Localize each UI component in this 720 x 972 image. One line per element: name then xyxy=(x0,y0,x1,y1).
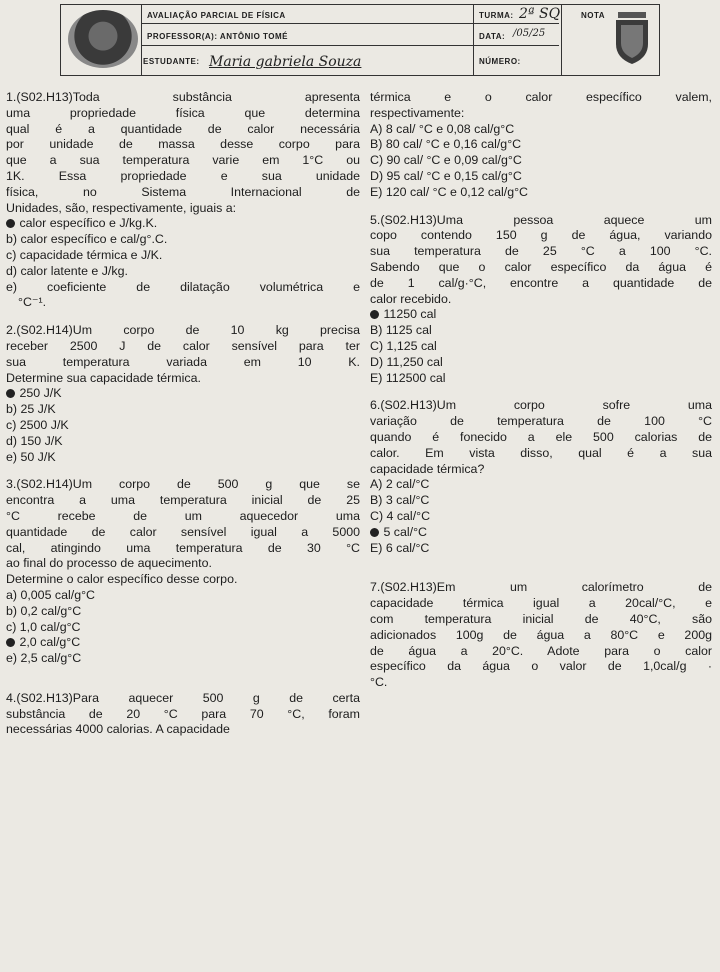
q7-line: específico da água o valor de 1,0cal/g · xyxy=(370,659,712,674)
q7-line: 7.(S02.H13)Em um calorímetro de xyxy=(370,580,712,595)
q7-line: °C. xyxy=(370,675,388,690)
selected-answer-mark xyxy=(6,389,15,398)
q6-line: capacidade térmica? xyxy=(370,461,485,476)
q1-line: uma propriedade física que determina xyxy=(6,105,360,120)
q4-line: necessárias 4000 calorias. A capacidade xyxy=(6,722,230,737)
q3-line: quantidade de calor sensível igual a 5000 xyxy=(6,524,360,539)
q3-option-d[interactable] xyxy=(6,635,360,651)
q2-line: 2.(S02.H14)Um corpo de 10 kg precisa xyxy=(6,323,360,338)
q2-option-c[interactable]: c) 2500 J/K xyxy=(6,417,69,432)
q5-option-d[interactable]: D) 11,250 cal xyxy=(370,354,443,369)
q4-cont-line: térmica e o calor específico valem, xyxy=(370,90,712,104)
student-name: Maria gabriela Souza xyxy=(209,54,362,70)
q5-option-a-text: 11250 cal xyxy=(383,307,437,322)
q5-line: 5.(S02.H13)Uma pessoa aquece um xyxy=(370,212,712,227)
q3-option-c[interactable]: c) 1,0 cal/g°C xyxy=(6,619,81,634)
date-label: DATA: xyxy=(479,32,506,41)
q6-option-d-text: 5 cal/°C xyxy=(383,524,427,539)
q4-line: 4.(S02.H13)Para aquecer 500 g de certa xyxy=(6,690,360,705)
q3-line: 3.(S02.H14)Um corpo de 500 g que se xyxy=(6,477,360,492)
q4-option-a[interactable]: A) 8 cal/ °C e 0,08 cal/g°C xyxy=(370,121,515,136)
q5-line: de 1 cal/g·°C, encontre a quantidade de xyxy=(370,275,712,290)
teacher-label: PROFESSOR(A): ANTÔNIO TOMÉ xyxy=(147,32,288,41)
q5-option-e[interactable]: E) 112500 cal xyxy=(370,370,446,385)
q1-option-d[interactable]: d) calor latente e J/kg. xyxy=(6,263,128,278)
q2-option-d[interactable]: d) 150 J/K xyxy=(6,433,63,448)
q1-option-c[interactable]: c) capacidade térmica e J/K. xyxy=(6,247,163,262)
q1-line: 1K. Essa propriedade e sua unidade xyxy=(6,168,360,183)
q1-line: 1.(S02.H13)Toda substância apresenta xyxy=(6,90,360,104)
q6-option-a[interactable]: A) 2 cal/°C xyxy=(370,477,430,492)
q1-line: que a sua temperatura varie em 1°C ou xyxy=(6,153,360,168)
q3-option-e[interactable]: e) 2,5 cal/g°C xyxy=(6,651,82,666)
q3-line: ao final do processo de aquecimento. xyxy=(6,556,212,571)
q5-option-a[interactable] xyxy=(370,307,712,323)
student-label: ESTUDANTE: xyxy=(143,57,200,66)
q5-option-b[interactable]: B) 1125 cal xyxy=(370,323,432,338)
exam-header xyxy=(60,4,660,76)
q2-option-e[interactable]: e) 50 J/K xyxy=(6,449,56,464)
q5-option-c[interactable]: C) 1,125 cal xyxy=(370,338,437,353)
q4-option-b[interactable]: B) 80 cal/ °C e 0,16 cal/g°C xyxy=(370,137,522,152)
selected-answer-mark xyxy=(6,219,15,228)
school-crest-icon xyxy=(612,10,652,66)
class-value: 2ª SQ xyxy=(519,6,561,22)
q1-option-a[interactable] xyxy=(6,216,360,232)
q1-line: qual é a quantidade de calor necessária xyxy=(6,121,360,136)
q1-line: física, no Sistema Internacional de xyxy=(6,184,360,199)
q6-line: quando é fonecido a ele 500 calorias de xyxy=(370,429,712,444)
q6-line: calor. Em vista disso, qual é a sua xyxy=(370,445,712,460)
grade-label: NOTA xyxy=(581,11,606,20)
q3-option-a[interactable]: a) 0,005 cal/g°C xyxy=(6,587,95,602)
q5-line: calor recebido. xyxy=(370,291,452,306)
q3-option-d-text: 2,0 cal/g°C xyxy=(19,635,81,650)
q5-line: copo contendo 150 g de água, variando xyxy=(370,228,712,243)
q6-option-b[interactable]: B) 3 cal/°C xyxy=(370,493,430,508)
class-label: TURMA: xyxy=(479,11,514,20)
q3-line: °C recebe de um aquecedor uma xyxy=(6,508,360,523)
q2-option-a-text: 250 J/K xyxy=(19,386,62,401)
right-column xyxy=(370,90,712,691)
school-logo xyxy=(68,10,138,68)
q2-line: Determine sua capacidade térmica. xyxy=(6,370,201,385)
q7-line: adicionados 100g de água a 80°C e 200g xyxy=(370,627,712,642)
exam-title: AVALIAÇÃO PARCIAL DE FÍSICA xyxy=(147,11,286,20)
q7-line: de água a 20°C. Adote para o calor xyxy=(370,643,712,658)
q1-line: por unidade de massa desse corpo para xyxy=(6,137,360,152)
q5-line: sua temperatura de 25 °C a 100 °C. xyxy=(370,244,712,259)
q2-option-a[interactable] xyxy=(6,386,360,402)
q6-line: 6.(S02.H13)Um corpo sofre uma xyxy=(370,398,712,413)
q6-option-d[interactable] xyxy=(370,525,712,541)
q1-option-e[interactable]: e) coeficiente de dilatação volumétrica e xyxy=(6,279,360,294)
q4-option-d[interactable]: D) 95 cal/ °C e 0,15 cal/g°C xyxy=(370,168,522,183)
q6-option-c[interactable]: C) 4 cal/°C xyxy=(370,508,431,523)
left-column xyxy=(6,90,360,738)
q4-option-c[interactable]: C) 90 cal/ °C e 0,09 cal/g°C xyxy=(370,153,522,168)
q1-option-e-cont: °C⁻¹. xyxy=(18,295,47,310)
selected-answer-mark xyxy=(370,310,379,319)
number-label: NÚMERO: xyxy=(479,57,521,66)
q4-cont-line: respectivamente: xyxy=(370,105,465,120)
q4-line: substância de 20 °C para 70 °C, foram xyxy=(6,706,360,721)
q5-line: Sabendo que o calor específico da água é xyxy=(370,259,712,274)
q4-option-e[interactable]: E) 120 cal/ °C e 0,12 cal/g°C xyxy=(370,184,528,199)
selected-answer-mark xyxy=(370,528,379,537)
q3-line: cal, atingindo uma temperatura de 30 °C xyxy=(6,540,360,555)
q6-option-e[interactable]: E) 6 cal/°C xyxy=(370,540,430,555)
q3-line: Determine o calor específico desse corpo. xyxy=(6,572,238,587)
q1-line: Unidades, são, respectivamente, iguais a: xyxy=(6,200,237,215)
q6-line: variação de temperatura de 100 °C xyxy=(370,414,712,429)
q3-option-b[interactable]: b) 0,2 cal/g°C xyxy=(6,603,82,618)
q2-option-b[interactable]: b) 25 J/K xyxy=(6,402,56,417)
q2-line: sua temperatura variada em 10 K. xyxy=(6,354,360,369)
q1-option-a-text: calor específico e J/kg.K. xyxy=(19,216,158,231)
q2-line: receber 2500 J de calor sensível para ter xyxy=(6,338,360,353)
q1-option-b[interactable]: b) calor específico e cal/g°.C. xyxy=(6,232,168,247)
selected-answer-mark xyxy=(6,638,15,647)
q7-line: com temperatura inicial de 40°C, são xyxy=(370,611,712,626)
q3-line: encontra a uma temperatura inicial de 25 xyxy=(6,493,360,508)
date-value: /05/25 xyxy=(513,28,546,39)
q7-line: capacidade térmica igual a 20cal/°C, e xyxy=(370,596,712,611)
